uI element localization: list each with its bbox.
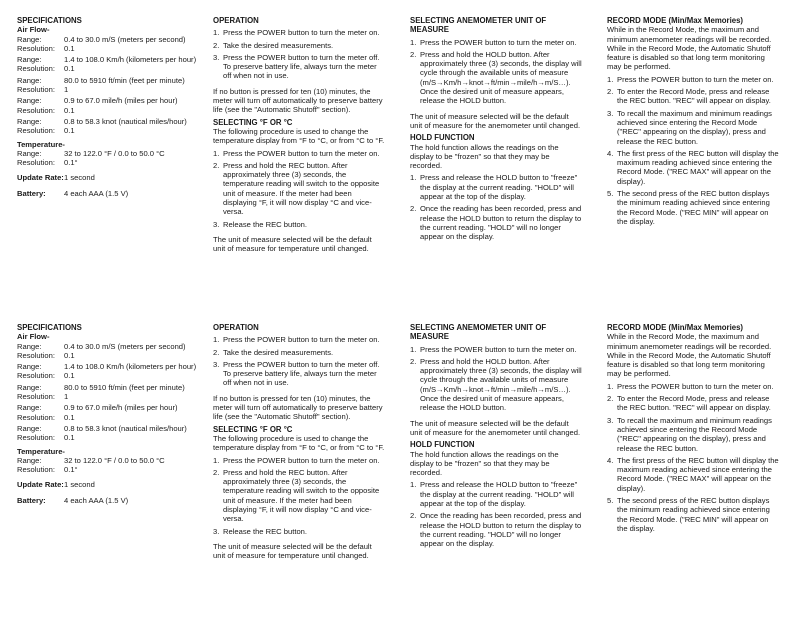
list-item: 5. The second press of the REC button displays the minimum reading achieved since entering the Record Mode. ("REC MIN" will appear on the display. (607, 496, 770, 533)
record-mode-title: RECORD MODE (Min/Max Memories) (607, 323, 744, 332)
anemometer-steps (410, 345, 582, 413)
operation-steps (213, 335, 385, 387)
list-item: 2. Press and hold the REC button. After approximately three (3) seconds, the temperature reading will switch to the opposite unit of measure. If the meter had been displaying °F, it will now display °C and vice-versa. (213, 467, 380, 524)
select-unit-note: The unit of measure selected will be the default unit of measure for temperature until changed. (213, 541, 372, 561)
list-item: 2. To enter the Record Mode, press and release the REC button. "REC" will appear on display. (607, 87, 771, 106)
spec-row: Resolution: 0.1° (17, 465, 78, 475)
spec-row: Range: 1.4 to 108.0 Km/h (kilometers per hour) (17, 55, 197, 65)
spec-row: Range: 0.4 to 30.0 m/S (meters per second) (17, 341, 186, 351)
specifications-column (17, 323, 197, 505)
select-unit-steps (213, 456, 385, 536)
list-item: 2. Press and hold the HOLD button. After approximately three (3) seconds, the display will cycle through the available units of measure (m/S→Km/h→knot→ft/min→mile/h→m/S…). Once the desired unit of measure appears, release the HOLD button. (410, 356, 582, 413)
list-item: 3. To recall the maximum and minimum readings achieved since entering the Record Mode ("REC" appearing on the display), press and release the REC button. (607, 108, 772, 146)
hold-function-title: HOLD FUNCTION (410, 133, 475, 143)
operation-column (213, 323, 385, 561)
select-unit-note: The unit of measure selected will be the default unit of measure for temperature until changed. (213, 234, 372, 254)
list-item: 1. Press and release the HOLD button to "freeze" the display at the current reading. "HOLD" will appear at the top of the display. (410, 173, 578, 202)
spec-row: Resolution: 0.1 (17, 105, 75, 115)
hold-function-title: HOLD FUNCTION (410, 440, 475, 450)
operation-title: OPERATION (213, 16, 259, 25)
spec-row: Resolution: 0.1 (17, 64, 75, 74)
temperature-label: Temperature- (17, 446, 65, 456)
update-rate-row: Update Rate: 1 second (17, 480, 95, 490)
anemometer-title: SELECTING ANEMOMETER UNIT OF MEASURE (410, 16, 547, 35)
spec-row: Range: 0.9 to 67.0 mile/h (miles per hour) (17, 96, 178, 106)
list-item: 2. To enter the Record Mode, press and release the REC button. "REC" will appear on display. (607, 394, 771, 413)
select-unit-steps (213, 149, 385, 229)
hold-function-intro: The hold function allows the readings on the display to be "frozen" so that they may be recorded. (410, 449, 559, 478)
spec-row: Resolution: 0.1 (17, 433, 75, 443)
spec-row: Resolution: 1 (17, 392, 69, 402)
battery-row: Battery: 4 each AAA (1.5 V) (17, 188, 129, 198)
update-rate-row: Update Rate: 1 second (17, 173, 95, 183)
list-item: 4. The first press of the REC button will display the maximum reading achieved since entering the Record Mode. ("REC MAX" will appear on the display). (607, 148, 779, 186)
battery-row: Battery: 4 each AAA (1.5 V) (17, 495, 129, 505)
spec-row: Resolution: 0.1 (17, 371, 75, 381)
record-mode-title: RECORD MODE (Min/Max Memories) (607, 16, 744, 25)
anemometer-steps (410, 38, 582, 106)
anemometer-column (410, 323, 582, 549)
spec-row: Range: 0.4 to 30.0 m/S (meters per second) (17, 34, 186, 44)
record-mode-steps (607, 382, 779, 533)
hold-function-intro: The hold function allows the readings on the display to be "frozen" so that they may be recorded. (410, 142, 559, 171)
list-item: 2. Take the desired measurements. (213, 347, 334, 357)
list-item: 1. Press the POWER button to turn the meter on. (607, 74, 774, 84)
list-item: 3. Press the POWER button to turn the meter off. To preserve battery life, always turn the meter off when not in use. (213, 359, 380, 388)
anemometer-note: The unit of measure selected will be the default unit of measure for the anemometer until changed. (410, 418, 581, 437)
anemometer-title: SELECTING ANEMOMETER UNIT OF MEASURE (410, 323, 547, 342)
record-mode-column (607, 16, 779, 226)
spec-row: Range: 0.8 to 58.3 knot (nautical miles/hour) (17, 423, 187, 433)
page-band-bottom (0, 323, 793, 623)
auto-off-paragraph: If no button is pressed for ten (10) minutes, the meter will turn off automatically to preserve battery life (see the "Automatic Shutoff" section). (213, 86, 383, 115)
anemometer-note: The unit of measure selected will be the default unit of measure for the anemometer until changed. (410, 111, 581, 130)
specifications-column (17, 16, 197, 198)
list-item: 1. Press the POWER button to turn the meter on. (213, 28, 380, 38)
airflow-label: Air Flow- (17, 25, 50, 35)
airflow-spec-list (17, 342, 197, 443)
spec-row: Resolution: 0.1 (17, 412, 75, 422)
airflow-spec-list (17, 35, 197, 136)
list-item: 2. Press and hold the REC button. After approximately three (3) seconds, the temperature reading will switch to the opposite unit of measure. If the meter had been displaying °F, it will now display °C and vice-versa. (213, 160, 380, 217)
select-unit-intro: The following procedure is used to change the temperature display from °F to °C, or from °C to °F. (213, 126, 385, 146)
spec-row: Range: 0.8 to 58.3 knot (nautical miles/hour) (17, 116, 187, 126)
select-unit-title: SELECTING °F OR °C (213, 424, 293, 434)
specifications-title: SPECIFICATIONS (17, 16, 82, 25)
list-item: 3. Release the REC button. (213, 526, 308, 536)
select-unit-intro: The following procedure is used to change the temperature display from °F to °C, or from °C to °F. (213, 433, 385, 453)
list-item: 2. Once the reading has been recorded, press and release the HOLD button to return the display to the current reading. "HOLD" will no longer appear on the display. (410, 204, 582, 242)
record-mode-steps (607, 75, 779, 226)
record-mode-column (607, 323, 779, 533)
spec-row: Resolution: 0.1 (17, 43, 75, 53)
list-item: 2. Once the reading has been recorded, press and release the HOLD button to return the display to the current reading. "HOLD" will no longer appear on the display. (410, 511, 582, 549)
list-item: 1. Press the POWER button to turn the meter on. (607, 381, 774, 391)
anemometer-column (410, 16, 582, 242)
list-item: 2. Press and hold the HOLD button. After approximately three (3) seconds, the display will cycle through the available units of measure (m/S→Km/h→knot→ft/min→mile/h→m/S…). Once the desired unit of measure appears, release the HOLD button. (410, 49, 582, 106)
list-item: 1. Press the POWER button to turn the meter on. (410, 344, 577, 354)
list-item: 1. Press the POWER button to turn the meter on. (410, 37, 577, 47)
spec-row: Resolution: 0.1° (17, 158, 78, 168)
list-item: 1. Press the POWER button to turn the meter on. (213, 455, 380, 465)
operation-title: OPERATION (213, 323, 259, 332)
hold-steps (410, 173, 582, 241)
hold-steps (410, 480, 582, 548)
list-item: 3. Press the POWER button to turn the meter off. To preserve battery life, always turn the meter off when not in use. (213, 52, 380, 81)
list-item: 1. Press the POWER button to turn the meter on. (213, 335, 380, 345)
record-mode-intro: While in the Record Mode, the maximum and minimum anemometer readings will be recorded. While in the Record Mode, the Automatic Shutoff feature is disabled so that long term monitoring may be performed. (607, 332, 772, 379)
record-mode-intro: While in the Record Mode, the maximum and minimum anemometer readings will be recorded. While in the Record Mode, the Automatic Shutoff feature is disabled so that long term monitoring may be performed. (607, 25, 772, 72)
select-unit-title: SELECTING °F OR °C (213, 117, 293, 127)
operation-column (213, 16, 385, 254)
list-item: 5. The second press of the REC button displays the minimum reading achieved since entering the Record Mode. ("REC MIN" will appear on the display. (607, 189, 770, 226)
spec-row: Resolution: 1 (17, 85, 69, 95)
list-item: 1. Press and release the HOLD button to "freeze" the display at the current reading. "HOLD" will appear at the top of the display. (410, 480, 578, 509)
spec-row: Range: 32 to 122.0 °F / 0.0 to 50.0 °C (17, 148, 165, 158)
operation-steps (213, 28, 385, 80)
spec-row: Resolution: 0.1 (17, 126, 75, 136)
spec-row: Range: 80.0 to 5910 ft/min (feet per minute) (17, 75, 185, 85)
spec-row: Range: 1.4 to 108.0 Km/h (kilometers per hour) (17, 362, 197, 372)
list-item: 3. Release the REC button. (213, 219, 308, 229)
temperature-label: Temperature- (17, 139, 65, 149)
auto-off-paragraph: If no button is pressed for ten (10) minutes, the meter will turn off automatically to preserve battery life (see the "Automatic Shutoff" section). (213, 393, 383, 422)
spec-row: Range: 32 to 122.0 °F / 0.0 to 50.0 °C (17, 455, 165, 465)
specifications-title: SPECIFICATIONS (17, 323, 82, 332)
spec-row: Range: 0.9 to 67.0 mile/h (miles per hour) (17, 403, 178, 413)
list-item: 3. To recall the maximum and minimum readings achieved since entering the Record Mode ("REC" appearing on the display), press and release the REC button. (607, 415, 772, 453)
list-item: 2. Take the desired measurements. (213, 40, 334, 50)
spec-row: Range: 80.0 to 5910 ft/min (feet per minute) (17, 382, 185, 392)
airflow-label: Air Flow- (17, 332, 50, 342)
list-item: 1. Press the POWER button to turn the meter on. (213, 148, 380, 158)
page-band-top (0, 16, 793, 316)
list-item: 4. The first press of the REC button will display the maximum reading achieved since entering the Record Mode. ("REC MAX" will appear on the display). (607, 455, 779, 493)
spec-row: Resolution: 0.1 (17, 350, 75, 360)
